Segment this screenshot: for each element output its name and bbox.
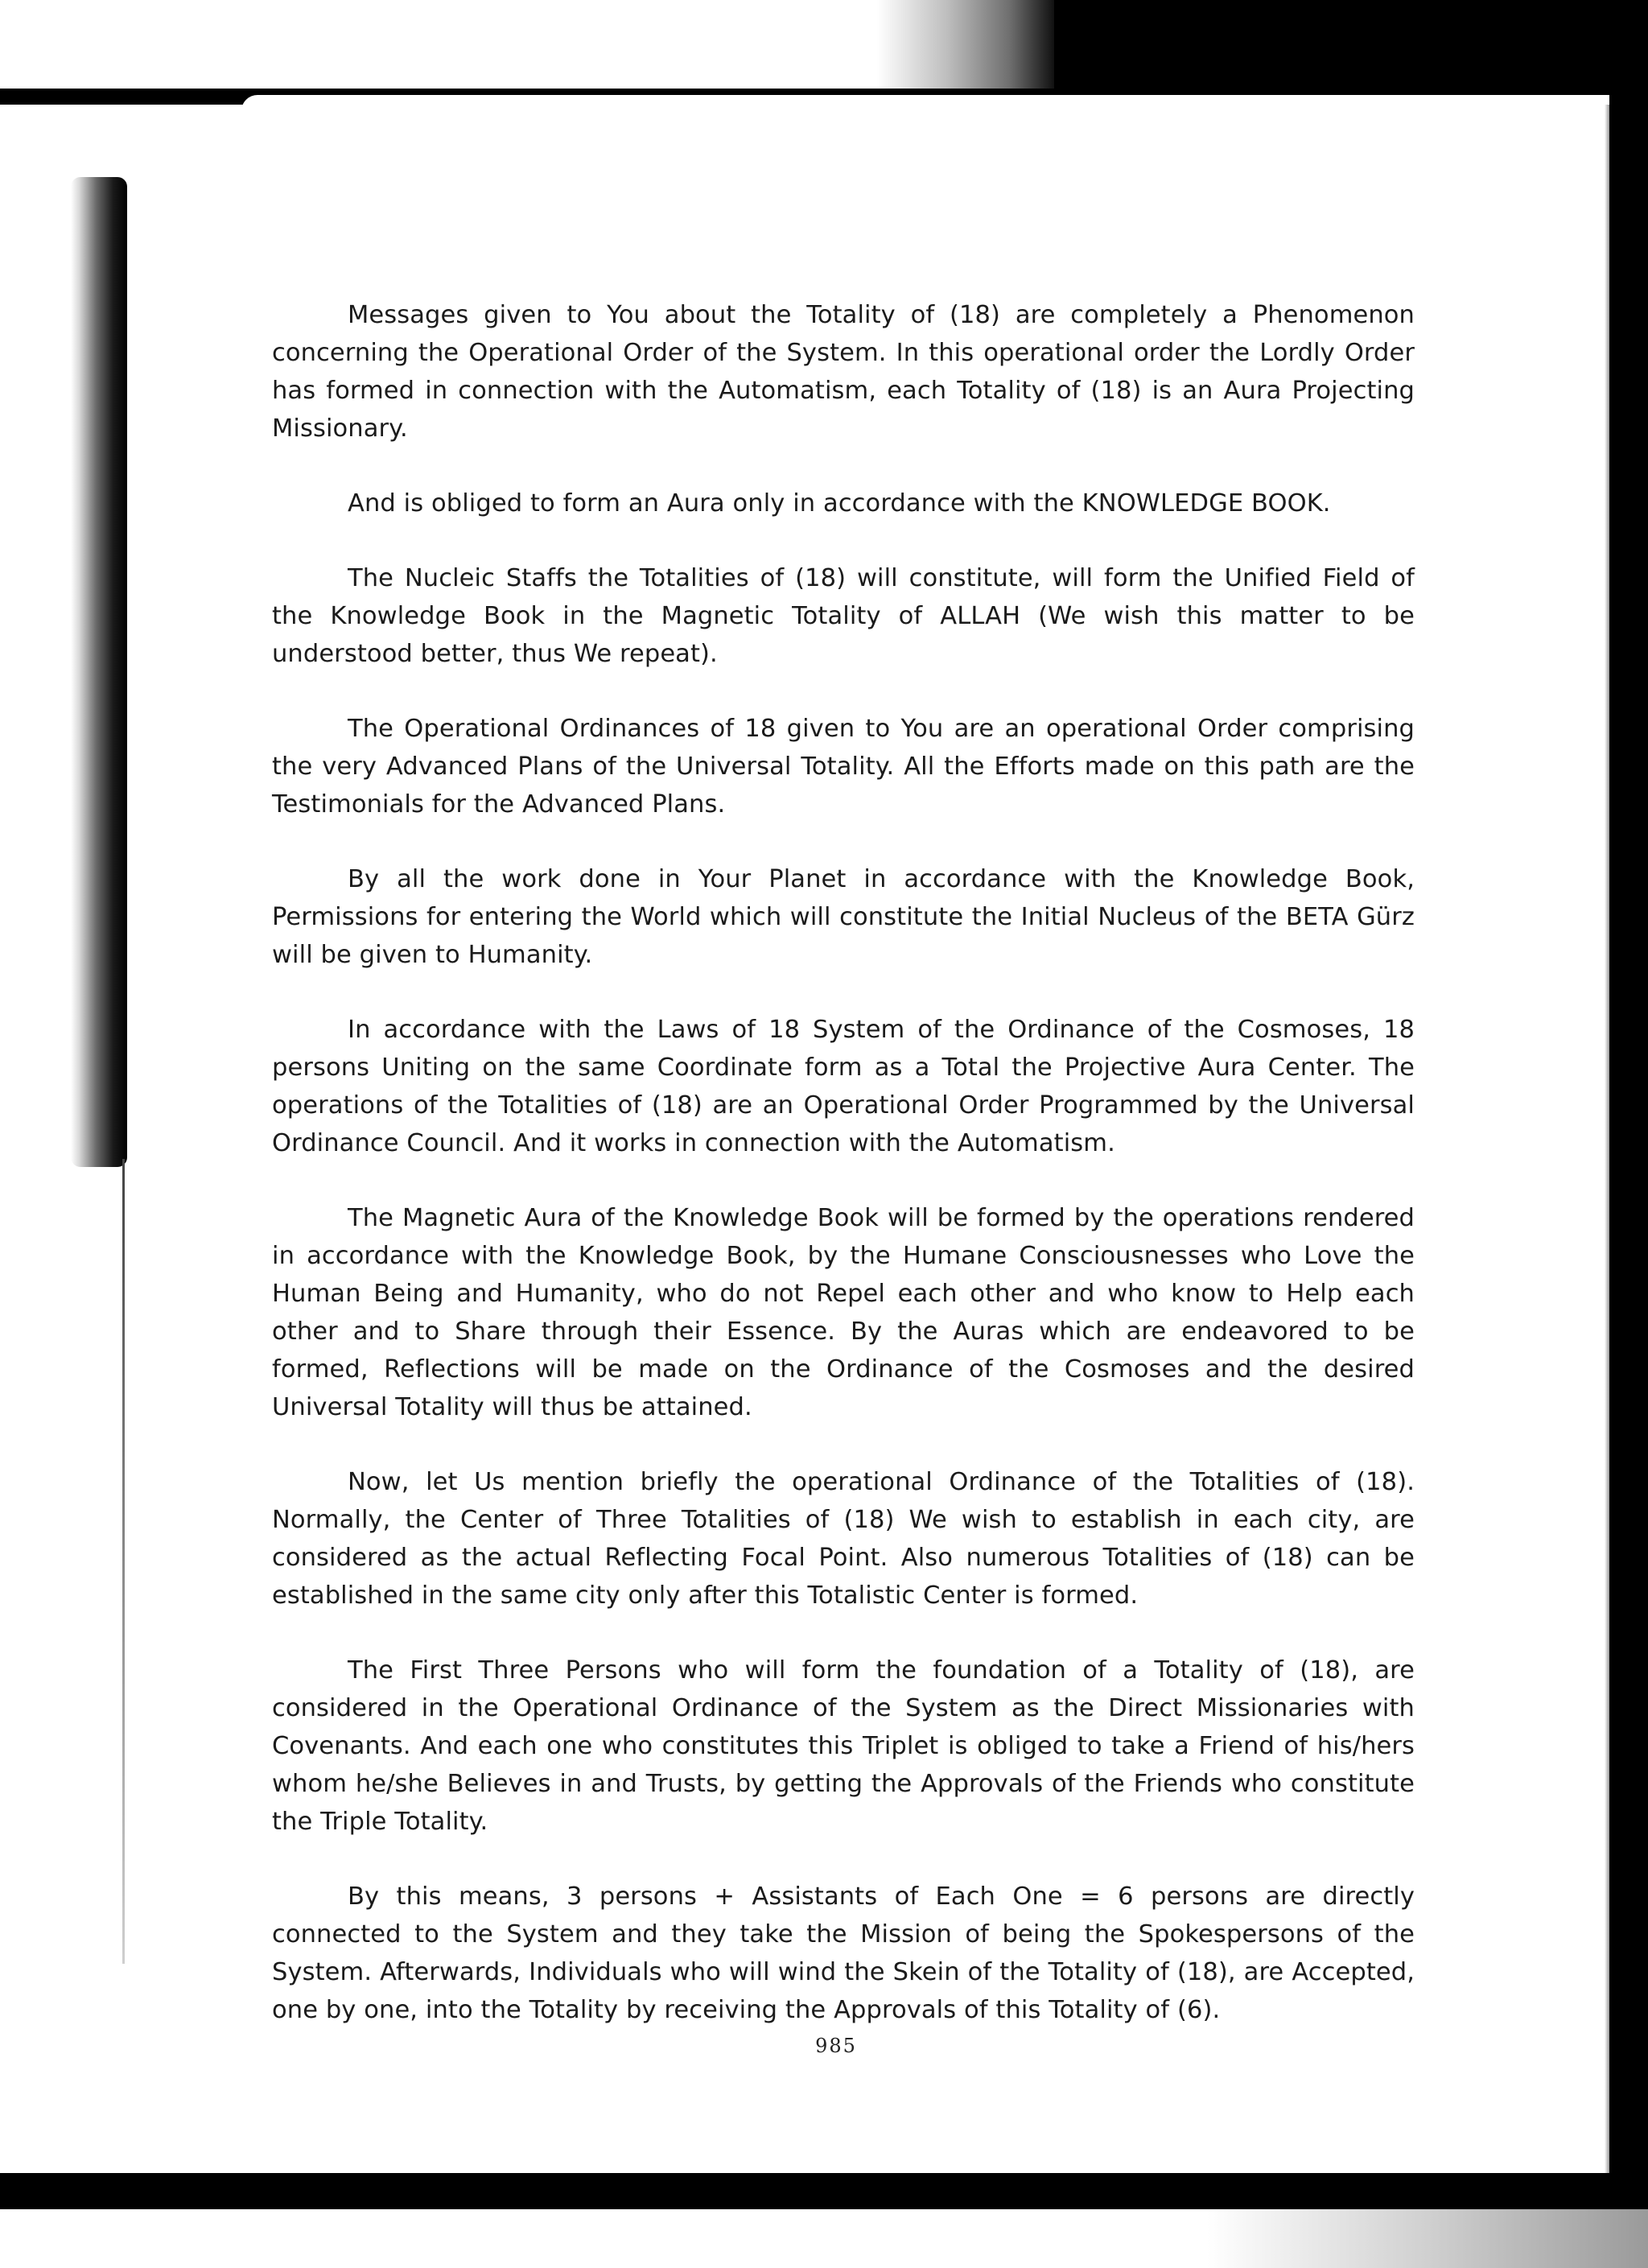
scan-binding-shadow — [71, 177, 127, 1167]
scan-paper-edge — [241, 95, 1609, 127]
scan-right-shadow — [1609, 0, 1648, 2268]
scan-left-line — [122, 1159, 125, 1964]
paragraph: Messages given to You about the Totality of (18) are completely a Phenomenon concerning the Operational Order of the System. In this operational order the Lordly Order has formed in connection with the Automatism, each Totality of (18) is an Aura Projecting Missionary. — [272, 301, 1415, 443]
scan-top-margin — [0, 0, 885, 89]
page-number: 985 — [815, 2035, 857, 2057]
paragraph: The Operational Ordinances of 18 given to You are an operational Order comprising the very Advanced Plans of the Universal Totality. All the Efforts made on this path are the Testimonials for the Advanced Plans. — [272, 715, 1415, 819]
paragraph: The First Three Persons who will form the foundation of a Totality of (18), are considered in the Operational Ordinance of the System as the Direct Missionaries with Covenants. And each one who constitutes this Triplet is obliged to take a Friend of his/hers whom he/she Believes in and Trusts, by getting the Approvals of the Friends who constitute the Triple Totality. — [272, 1656, 1415, 1836]
scan-right-edge — [1605, 105, 1609, 2197]
paragraph: And is obliged to form an Aura only in accordance with the KNOWLEDGE BOOK. — [348, 489, 1331, 518]
paragraph: Now, let Us mention briefly the operational Ordinance of the Totalities of (18). Normally, the Center of Three Totalities of (18) We wish to establish in each city, are considered as the actual Reflecting Focal Point. Also numerous Totalities of (18) can be established in the same city only after this Totalistic Center is formed. — [272, 1468, 1415, 1610]
body-text — [272, 296, 1415, 2066]
scan-bottom-fade — [1207, 2209, 1648, 2268]
scan-top-fade — [877, 0, 1054, 89]
paragraph: By this means, 3 persons + Assistants of Each One = 6 persons are directly connected to the System and they take the Mission of being the Spokespersons of the System. Afterwards, Individuals who will wind the Skein of the Totality of (18), are Accepted, one by one, into the Totality by receiving the Approvals of this Totality of (6). — [272, 1882, 1415, 2024]
paragraph: The Nucleic Staffs the Totalities of (18) will constitute, will form the Unified Field of the Knowledge Book in the Magnetic Totality of ALLAH (We wish this matter to be understood better, thus We repeat). — [272, 564, 1415, 668]
paragraph: In accordance with the Laws of 18 System of the Ordinance of the Cosmoses, 18 persons Uniting on the same Coordinate form as a Total the Projective Aura Center. The operations of the Totalities of (18) are an Operational Order Programmed by the Universal Ordinance Council. And it works in connection with the Automatism. — [272, 1016, 1415, 1157]
paragraph: By all the work done in Your Planet in accordance with the Knowledge Book, Permissions for entering the World which will constitute the Initial Nucleus of the BETA Gürz will be given to Humanity. — [272, 865, 1415, 969]
paragraph: The Magnetic Aura of the Knowledge Book will be formed by the operations rendered in accordance with the Knowledge Book, by the Humane Consciousnesses who Love the Human Being and Humanity, who do not Repel each other and who know to Help each other and to Share through their Essence. By the Auras which are endeavored to be formed, Reflections will be made on the Ordinance of the Cosmoses and the desired Universal Totality will thus be attained. — [272, 1204, 1415, 1421]
